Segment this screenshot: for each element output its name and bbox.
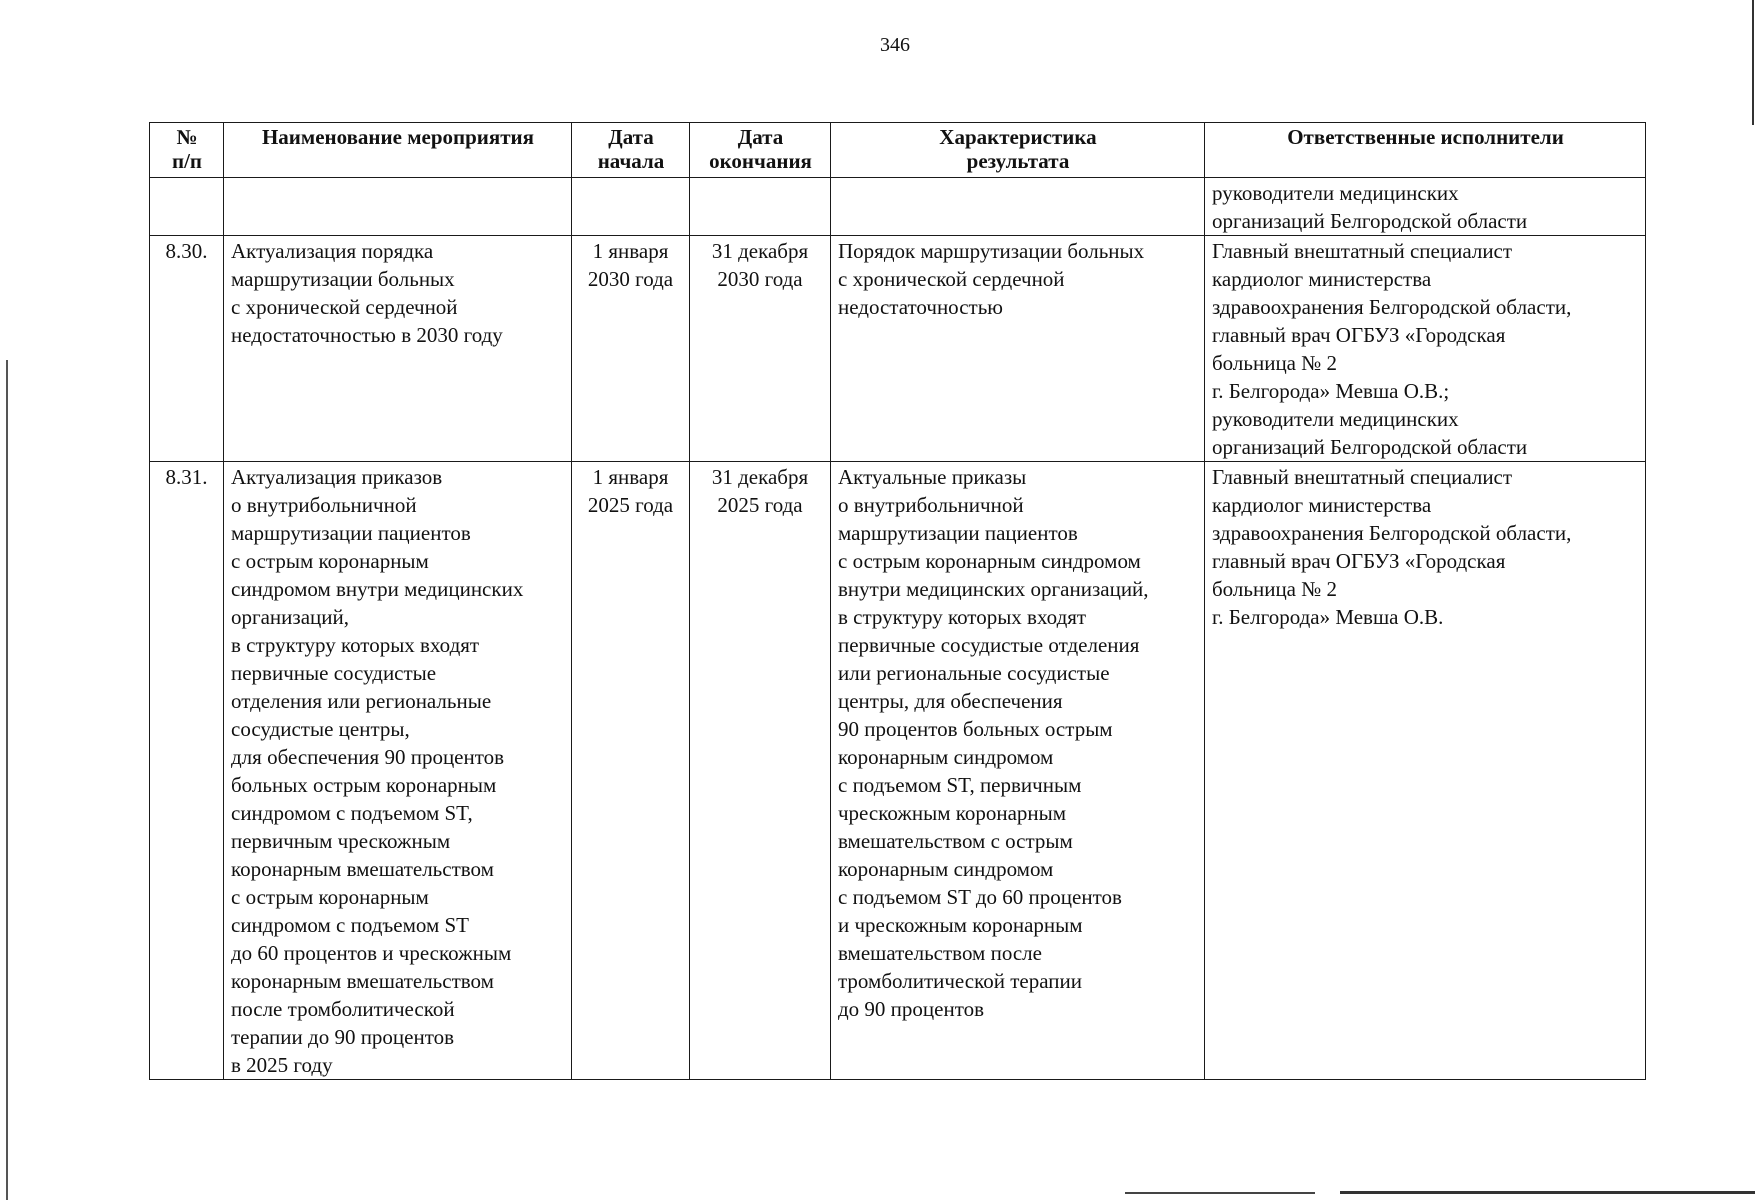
- row-start-date: [572, 178, 690, 236]
- table-row: [150, 462, 1646, 1080]
- header-end-date: Дата окончания: [690, 123, 831, 178]
- row-result: Порядок маршрутизации больных с хронической сердечной недостаточностью: [831, 236, 1205, 462]
- row-result: Актуальные приказы о внутрибольничной маршрутизации пациентов с острым коронарным синдромом внутри медицинских организаций, в структуру которых входят первичные сосудистые отделения или региональные сосудистые центры, для обеспечения 90 процентов больных острым коронарным синдромом с подъемом ST, первичным чрескожным коронарным вмешательством с острым коронарным синдромом с подъемом ST до 60 процентов и чрескожным коронарным вмешательством после тромболитической терапии до 90 процентов: [831, 462, 1205, 1080]
- table-header-row: [150, 123, 1646, 178]
- row-executors: руководители медицинских организаций Белгородской области: [1205, 178, 1646, 236]
- row-num: 8.30.: [150, 236, 224, 462]
- table-row: [150, 236, 1646, 462]
- scan-edge-left: [6, 360, 8, 1200]
- row-num: 8.31.: [150, 462, 224, 1080]
- row-name: [224, 178, 572, 236]
- header-name: Наименование мероприятия: [224, 123, 572, 178]
- page-number: 346: [880, 34, 910, 56]
- row-end-date: 31 декабря 2030 года: [690, 236, 831, 462]
- row-start-date: 1 января 2025 года: [572, 462, 690, 1080]
- row-num: [150, 178, 224, 236]
- scan-line-bottom-1: [1125, 1192, 1315, 1194]
- scan-line-bottom-2: [1340, 1191, 1755, 1194]
- row-end-date: 31 декабря 2025 года: [690, 462, 831, 1080]
- header-executors: Ответственные исполнители: [1205, 123, 1646, 178]
- row-end-date: [690, 178, 831, 236]
- measures-table: [149, 122, 1646, 1080]
- row-result: [831, 178, 1205, 236]
- table-row: [150, 178, 1646, 236]
- header-num: № п/п: [150, 123, 224, 178]
- row-name: Актуализация порядка маршрутизации больных с хронической сердечной недостаточностью в 2030 году: [224, 236, 572, 462]
- row-executors: Главный внештатный специалист кардиолог министерства здравоохранения Белгородской области, главный врач ОГБУЗ «Городская больница № 2 г. Белгорода» Мевша О.В.; руководители медицинских организаций Белгородской области: [1205, 236, 1646, 462]
- row-start-date: 1 января 2030 года: [572, 236, 690, 462]
- row-executors: Главный внештатный специалист кардиолог министерства здравоохранения Белгородской области, главный врач ОГБУЗ «Городская больница № 2 г. Белгорода» Мевша О.В.: [1205, 462, 1646, 1080]
- header-start-date: Дата начала: [572, 123, 690, 178]
- header-result: Характеристика результата: [831, 123, 1205, 178]
- scan-edge-right: [1752, 0, 1754, 125]
- row-name: Актуализация приказов о внутрибольничной маршрутизации пациентов с острым коронарным синдромом внутри медицинских организаций, в структуру которых входят первичные сосудистые отделения или региональные сосудистые центры, для обеспечения 90 процентов больных острым коронарным синдромом с подъемом ST, первичным чрескожным коронарным вмешательством с острым коронарным синдромом с подъемом ST до 60 процентов и чрескожным коронарным вмешательством после тромболитической терапии до 90 процентов в 2025 году: [224, 462, 572, 1080]
